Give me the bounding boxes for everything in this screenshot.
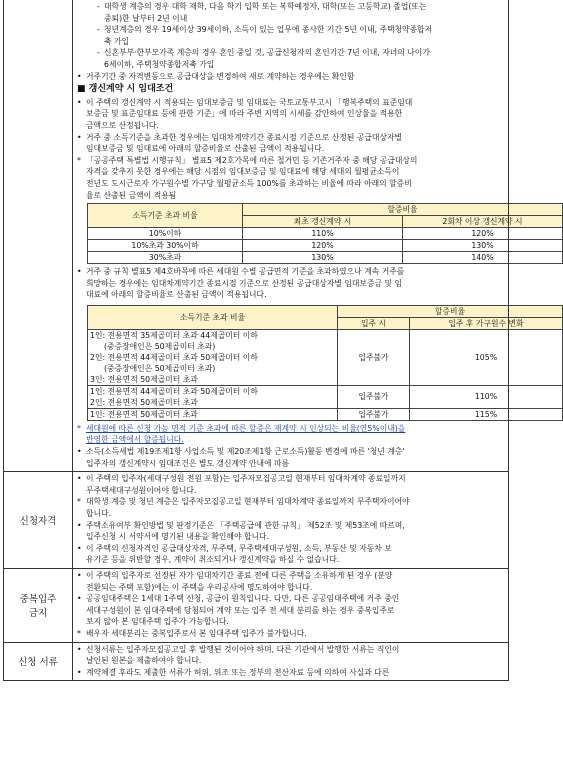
bullet-item: • 거주 중 소득기준을 초과한 경우에는 임대차계약기간 종료시점 기준으로 산정된 공급대상자별 임대보증금 및 임대료에 아래의 할증비율로 산출된 금액이 적용됩니다.: [77, 132, 504, 155]
bullet-item: • 주택소유여부 확인방법 및 판정기준은 「주택공급에 관한 규칙」 제52조 및 제53조에 따르며, 입주신청 시 서약서에 명기된 내용을 확인해야 합니다.: [77, 520, 504, 543]
table-row: 10%이하 110% 120%: [88, 228, 563, 240]
group-header: 할증비율: [243, 204, 563, 216]
bullet-item: • 이 주택의 입주자(세대구성원 전원 포함)는 입주자모집공고일 현재부터 임대차계약 종료일까지 무주택세대구성원이어야 합니다.: [77, 473, 504, 496]
dash-item: - 대학생 계층의 경우 대학 재학, 다음 학기 입학 또는 복학예정자, 대학(또는 고등학교) 졸업(또는 중퇴)한 날부터 2년 이내: [95, 1, 504, 24]
sub-header: 2회차 이상 갱신계약 시: [403, 216, 563, 228]
qualification-body: [73, 472, 509, 569]
col-header: 소득기준 초과 비율: [88, 305, 338, 329]
note-item: * 대학생 계층 및 청년 계층은 입주자모집공고일 현재부터 임대차계약 종료일까지 무주택자이어야 합니다.: [77, 496, 504, 519]
qualification-row: [4, 472, 509, 569]
duplicate-body: [73, 569, 509, 643]
sub-header: 입주 시: [338, 317, 410, 329]
area-surcharge-table: [87, 305, 563, 421]
table-row: 1인: 전용면적 35제곱미터 초과 44제곱미터 이하 (중증장애인은 50제곱미터 초과) 2인: 전용면적 44제곱미터 초과 50제곱미터 이하 (중증장애인은 50제곱미터 초과) 3인: 전용면적 50제곱미터 초과 입주불가 105%: [88, 329, 563, 385]
note-item: * 세대원에 따른 신청 가능 면적 기준 초과에 따른 할증은 재계약 시 인상되는 비율(연5%이내)을 반영한 금액에서 할증됩니다.: [77, 423, 504, 446]
conditions-table: [3, 0, 524, 681]
documents-body: [73, 642, 509, 681]
qualification-head: 신청자격: [4, 472, 73, 569]
bullet-item: • 이 주택의 갱신계약 시 적용되는 임대보증금 및 임대료는 국토교통부고시 「행복주택의 표준임대 보증금 및 표준임대료 등에 관한 기준」에 따라 주변 지역의 시세를 감안하여 인상율을 적용한 금액으로 산정됩니다.: [77, 97, 504, 132]
col-header: 소득기준 초과 비율: [88, 204, 243, 228]
dash-item: - 신혼부부·한부모가족 계층의 경우 혼인 중일 것, 공급신청자의 혼인기간 7년 이내, 자녀의 나이가 6세이하, 주택청약종합저축 가입: [95, 47, 504, 70]
document-page: [3, 0, 524, 681]
blank-head-cell: [4, 0, 73, 472]
income-surcharge-table: [87, 203, 563, 264]
note-item: * 배우자 세대분리는 중복입주로서 본 임대주택 입주가 불가합니다.: [77, 628, 504, 640]
bullet-item: • 거주 중 규칙 별표5 제4호바목에 따른 세대원 수별 공급면적 기준을 초과하였으나 계속 거주를 희망하는 경우에는 임대차계약기간 종료시점 기준으로 산정된 공급대상자별 임대보증금 및 임 대료에 아래의 할증비율로 산출된 금액이 적용됩니다.: [77, 266, 504, 301]
section-heading: ■ 갱신계약 시 임대조건: [77, 84, 504, 96]
sub-header: 입주 후 가구원수 변화: [410, 317, 563, 329]
duplicate-head: 중복입주 금지: [4, 569, 73, 643]
bullet-item: • 이 주택의 입주자로 선정된 자가 임대차기간 종료 전에 다른 주택을 소유하게 된 경우 (분양 전환되는 주택 포함)에는 이 주택을 우리공사에 명도하여야 합니다.: [77, 570, 504, 593]
group-header: 할증비율: [338, 305, 563, 317]
renewal-row: [4, 0, 509, 472]
bullet-item: • 계약체결 후라도 제출한 서류가 허위, 위조 또는 정부의 전산자료 등에 의하여 사실과 다른: [77, 667, 504, 679]
table-row: 10%초과 30%이하 120% 130%: [88, 240, 563, 252]
bullet-item: • 거주기간 중 자격변동으로 공급대상을 변경하여 새로 계약하는 경우에는 확인함: [77, 71, 504, 83]
documents-head: 신청 서류: [4, 642, 73, 681]
bullet-item: • 소득(소득세법 제19조제1항 사업소득 및 제20조제1항 근로소득)활동 변경에 따른 '청년 계층' 입주자의 갱신계약시 임대조건은 별도 갱신계약 안내에 따름: [77, 446, 504, 469]
sub-header: 최초 갱신계약 시: [243, 216, 403, 228]
documents-row: [4, 642, 509, 681]
table-row: 1인: 전용면적 50제곱미터 초과 입주불가 115%: [88, 408, 563, 420]
bullet-item: • 공공임대주택은 1세대 1주택 신청, 공급이 원칙입니다. 다만, 다른 공공임대주택에 거주 중인 세대구성원이 본 임대주택에 당첨되어 계약 또는 입주 전 세대 분리를 하는 경우 중복입주로 보지 않아 본 임대주택 입주가 가능합니다.: [77, 593, 504, 628]
table-row: 1인: 전용면적 44제곱미터 초과 50제곱미터 이하 2인: 전용면적 50제곱미터 초과 입주불가 110%: [88, 385, 563, 408]
dash-item: - 청년계층의 경우 19세이상 39세이하, 소득이 있는 업무에 종사한 기간 5년 이내, 주택청약종합저 축 가입: [95, 24, 504, 47]
bullet-item: • 신청서류는 입주자모집공고일 후 발행된 것이어야 하며, 다른 기관에서 발행한 서류는 직인이 날인된 원본을 제출하여야 합니다.: [77, 644, 504, 667]
note-item: * 「공공주택 특별법 시행규칙」 별표5 제2호가목에 따른 철거민 등 기존거주자 중 해당 공급대상의 자격을 갖추지 못한 경우에는 해당 시점의 임대보증금 및 임대료에 해당 세대의 월평균소득이 전년도 도시근로자 가구원수별 가구당 월평균소득 100%를 초과하는 비율에 따라 아래의 할증비 율로 산출된 금액이 적용됨: [77, 155, 504, 201]
duplicate-row: [4, 569, 509, 643]
renewal-body: [73, 0, 524, 472]
table-row: 30%초과 130% 140%: [88, 252, 563, 264]
bullet-item: • 이 주택의 신청자격인 공급대상자격, 무주택, 무주택세대구성원, 소득, 부동산 및 자동차 보 유기준 등을 위반할 경우, 계약이 취소되거나 갱신계약을 하실 수 없습니다.: [77, 543, 504, 566]
